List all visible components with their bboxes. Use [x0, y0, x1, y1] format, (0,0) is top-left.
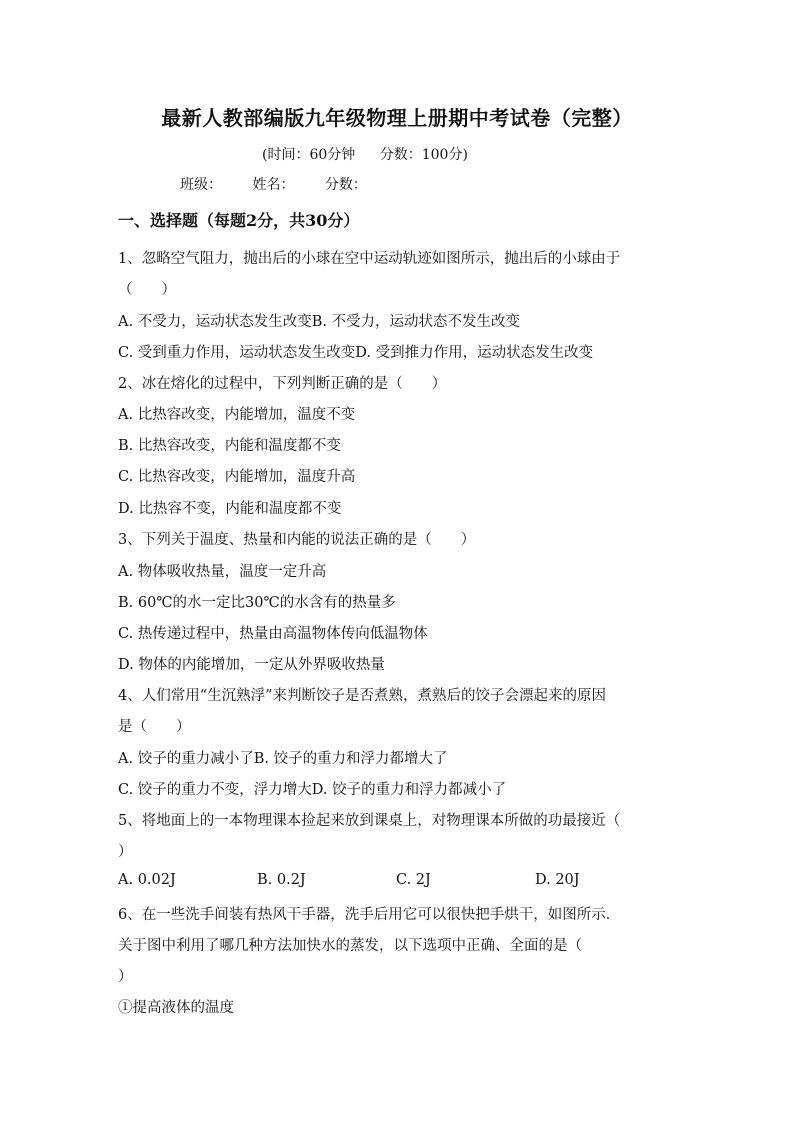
- option-line: C. 受到重力作用，运动状态发生改变D. 受到推力作用，运动状态发生改变: [118, 345, 594, 361]
- question-line: 4、人们常用“生沉熟浮”来判断饺子是否煮熟，煮熟后的饺子会漂起来的原因: [118, 688, 607, 704]
- question-line: 3、下列关于温度、热量和内能的说法正确的是（ ）: [118, 532, 476, 548]
- question-line: ）: [118, 844, 133, 860]
- name-label: 姓名：: [252, 177, 295, 193]
- option-line: D. 物体的内能增加，一定从外界吸收热量: [118, 657, 385, 673]
- time-limit: (时间：60分钟: [262, 147, 356, 163]
- option-a: A. 0.02J: [118, 872, 176, 888]
- question-line: 关于图中利用了哪几种方法加快水的蒸发，以下选项中正确、全面的是（: [118, 938, 582, 954]
- score-label: 分数：: [324, 177, 367, 193]
- question-line: （ ）: [118, 282, 176, 298]
- option-line: A. 不受力，运动状态发生改变B. 不受力，运动状态不发生改变: [118, 314, 521, 330]
- option-line: A. 物体吸收热量，温度一定升高: [118, 564, 327, 580]
- option-line: B. 60℃的水一定比30℃的水含有的热量多: [118, 595, 396, 611]
- question-line: ①提高液体的温度: [118, 1000, 234, 1016]
- question-line: 1、忽略空气阻力，抛出后的小球在空中运动轨迹如图所示，抛出后的小球由于: [118, 251, 621, 267]
- option-b: B. 0.2J: [257, 872, 306, 888]
- question-line: 是（ ）: [118, 719, 191, 735]
- option-line: B. 比热容改变，内能和温度都不变: [118, 438, 341, 454]
- question-line: ）: [118, 969, 133, 985]
- option-line: C. 饺子的重力不变，浮力增大D. 饺子的重力和浮力都减小了: [118, 782, 507, 798]
- option-line: A. 比热容改变，内能增加，温度不变: [118, 407, 356, 423]
- question-line: 5、将地面上的一本物理课本捡起来放到课桌上，对物理课本所做的功最接近（: [118, 813, 621, 829]
- page-title: 最新人教部编版九年级物理上册期中考试卷（完整）: [161, 106, 633, 130]
- section-heading: 一、选择题（每题2分，共30分）: [118, 211, 360, 230]
- student-info: [180, 174, 393, 194]
- question-line: 6、在一些洗手间装有热风干手器，洗手后用它可以很快把手烘干，如图所示．: [118, 907, 621, 923]
- q5-options: [118, 872, 580, 888]
- option-d: D. 20J: [535, 872, 580, 888]
- option-line: C. 比热容改变，内能增加，温度升高: [118, 469, 356, 485]
- question-line: 2、冰在熔化的过程中，下列判断正确的是（ ）: [118, 376, 447, 392]
- option-c: C. 2J: [396, 872, 431, 888]
- class-label: 班级：: [180, 177, 222, 193]
- option-line: D. 比热容不变，内能和温度都不变: [118, 501, 342, 517]
- option-line: C. 热传递过程中，热量由高温物体传向低温物体: [118, 626, 428, 642]
- total-score: 分数：100分): [379, 147, 468, 163]
- option-line: A. 饺子的重力减小了B. 饺子的重力和浮力都增大了: [118, 751, 448, 767]
- exam-meta: [262, 144, 488, 164]
